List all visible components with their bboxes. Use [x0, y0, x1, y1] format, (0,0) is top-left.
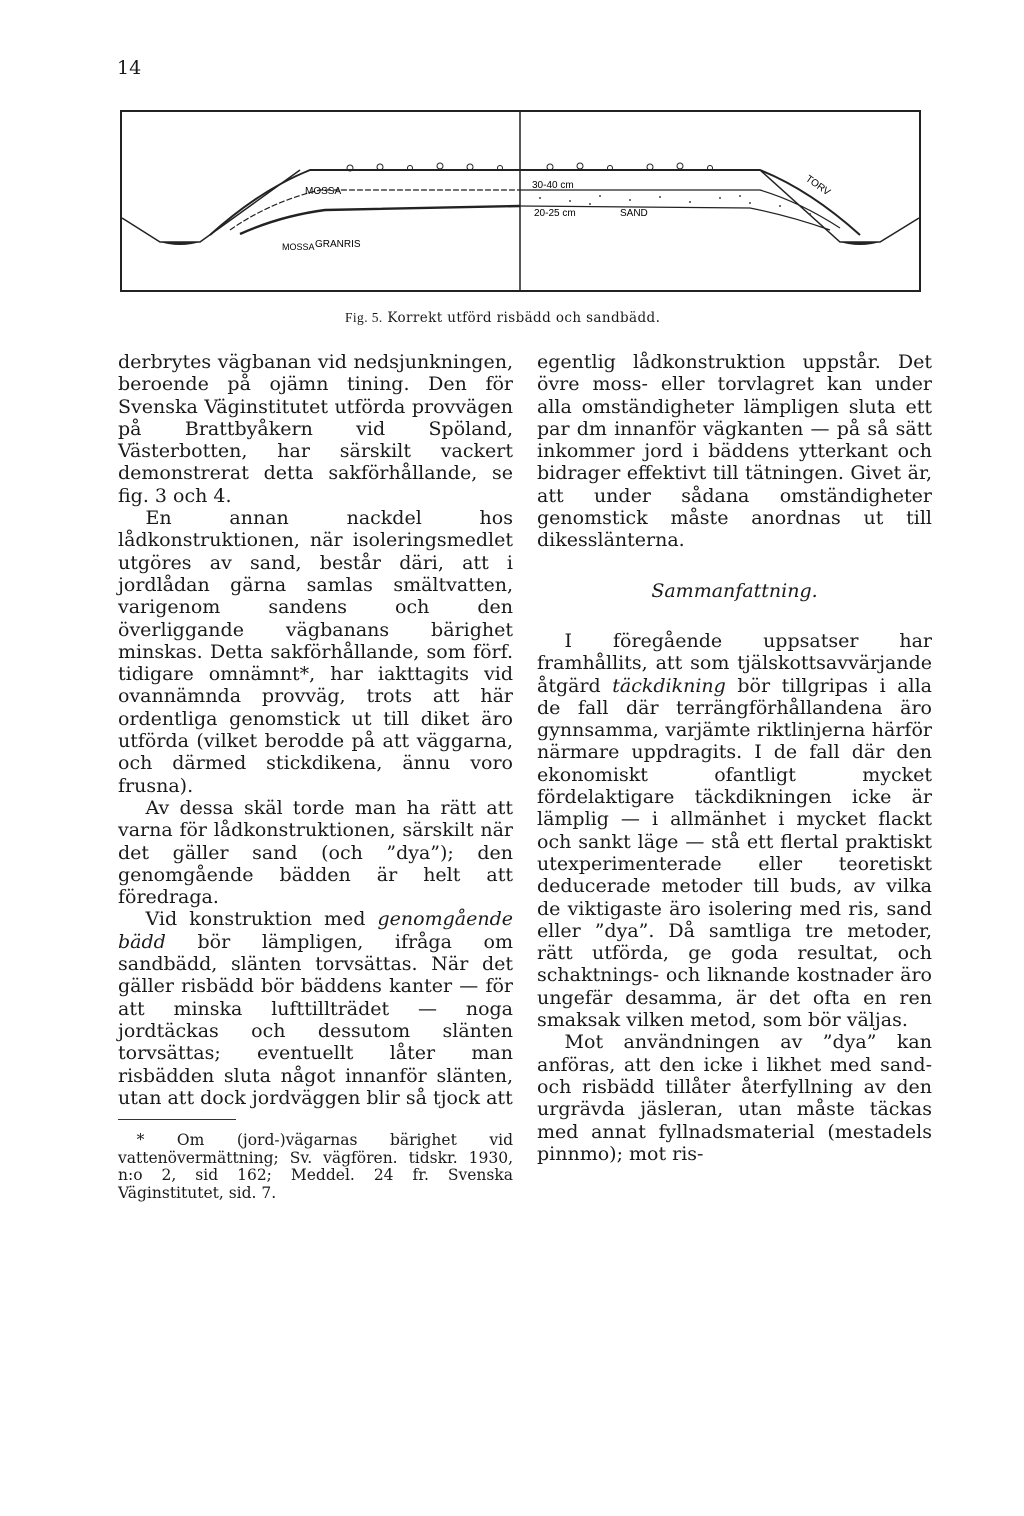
left-column — [118, 351, 513, 1202]
footnote-rule — [118, 1119, 236, 1120]
label-depth-upper: 30-40 cm — [532, 180, 574, 191]
granris-layer — [240, 206, 520, 234]
footnote-text: * Om (jord-)vägarnas bärighet vid vattenövermättning; Sv. vägfören. tidskr. 1930, n:o 2, sid 162; Meddel. 24 fr. Svenska Väginstitutet, sid. 7. — [118, 1131, 513, 1202]
left-paragraph-3: Av dessa skäl torde man ha rätt att varna för lådkonstruktionen, särskilt när det gäller sand (och ”dya”); den genomgående bädden är helt att föredraga. — [118, 796, 513, 909]
figure-caption-text: Korrekt utförd risbädd och sandbädd. — [387, 310, 661, 326]
figure-road-cross-section — [120, 110, 921, 292]
label-torv: TORV — [803, 173, 833, 199]
label-mossa-bottom: MOSSA — [282, 242, 315, 252]
left-paragraph-4 — [118, 908, 513, 1109]
left-paragraph-2: En annan nackdel hos lådkonstruktionen, när isoleringsmedlet utgöres av sand, består däri, att i jordlådan gärna samlas smältvatten, varigenom sandens och den överliggande vägbanans bärighet minskas. Detta sakförhållande, som förf. tidigare omnämnt*, har iakttagits vid ovannämnda provväg, trots att här ordentliga genomstick ut till diket äro utförda (vilket berodde på att väggarna, och därmed stickdikena, ännu voro frusna). — [118, 507, 513, 797]
footnote — [118, 1132, 513, 1202]
left-paragraph-4-pre: Vid konstruktion med — [145, 908, 366, 931]
figure-caption — [345, 310, 660, 326]
right-paragraph-3: Mot användningen av ”dya” kan anföras, att den icke i likhet med sand- och risbädd tillåter återfyllning av den urgrävda jäsleran, utan måste täckas med annat fyllnadsmaterial (mestadels pinnmo); mot ris- — [537, 1031, 932, 1165]
right-paragraph-2-emphasis: täckdikning — [612, 674, 726, 697]
label-sand: SAND — [620, 208, 648, 219]
label-mossa-top: MOSSA — [305, 186, 342, 197]
left-paragraph-4-emphasis: genomgående bädd — [118, 908, 513, 953]
left-paragraph-1: derbrytes vägbanan vid nedsjunkningen, beroende på ojämn tining. Den för Svenska Väginstitutet utförda provvägen på Brattbyåkern vid Spöland, Västerbotten, har särskilt vackert demonstrerat detta sakförhållande, se fig. 3 och 4. — [118, 351, 513, 507]
section-heading: Sammanfattning. — [651, 579, 818, 602]
figure-caption-label: Fig. 5. — [345, 310, 383, 325]
left-paragraph-4-post: bör lämpligen, ifråga om sandbädd, slänten torvsättas. När det gäller risbädd bör bäddens kanter — för att minska lufttillträdet — noga jordtäckas och dessutom slänten torvsättas; eventuellt låter man risbädden sluta något innanför slänten, utan att dock jordväggen blir så tjock att — [118, 930, 513, 1109]
page-number: 14 — [117, 57, 142, 79]
right-paragraph-2 — [537, 630, 932, 1031]
cross-section-diagram — [120, 110, 921, 292]
left-ditch-water — [160, 242, 200, 245]
label-depth-lower: 20-25 cm — [534, 208, 576, 219]
right-column — [537, 351, 932, 1165]
right-ditch-water — [840, 242, 880, 245]
right-paragraph-2-pre: I föregående uppsatser har framhållits, att som tjälskottsavvärjande åtgärd — [537, 629, 932, 697]
label-granris: GRANRIS — [315, 239, 361, 250]
right-paragraph-1: egentlig lådkonstruktion uppstår. Det övre moss- eller torvlagret kan under alla omständigheter lämpligen sluta ett par dm innanför vägkanten — på så sätt inkommer jord i bäddens ytterkant och bidrager effektivt till tätningen. Givet är, att under sådana omständigheter genomstick måste anordnas ut till dikesslänterna. — [537, 351, 932, 552]
right-paragraph-2-post: bör tillgripas i alla de fall där terrängförhållandena äro gynnsamma, varjämte riktlinjerna härför närmare uppdragits. I de fall där den ekonomiskt ofantligt mycket fördelaktigare täckdikningen icke är lämplig — i allmänhet i mycket flackt och sankt läge — stå ett flertal praktiskt utexperimenterade eller teoretiskt deducerade metoder till buds, av vilka de viktigaste äro isolering med ris, sand eller ”dya”. Då samtliga tre metoder, rätt utförda, ge goda resultat, och schaktnings- och liknande kostnader äro ungefär desamma, är det ofta en ren smaksak vilken metod, som bör väljas. — [537, 674, 932, 1032]
